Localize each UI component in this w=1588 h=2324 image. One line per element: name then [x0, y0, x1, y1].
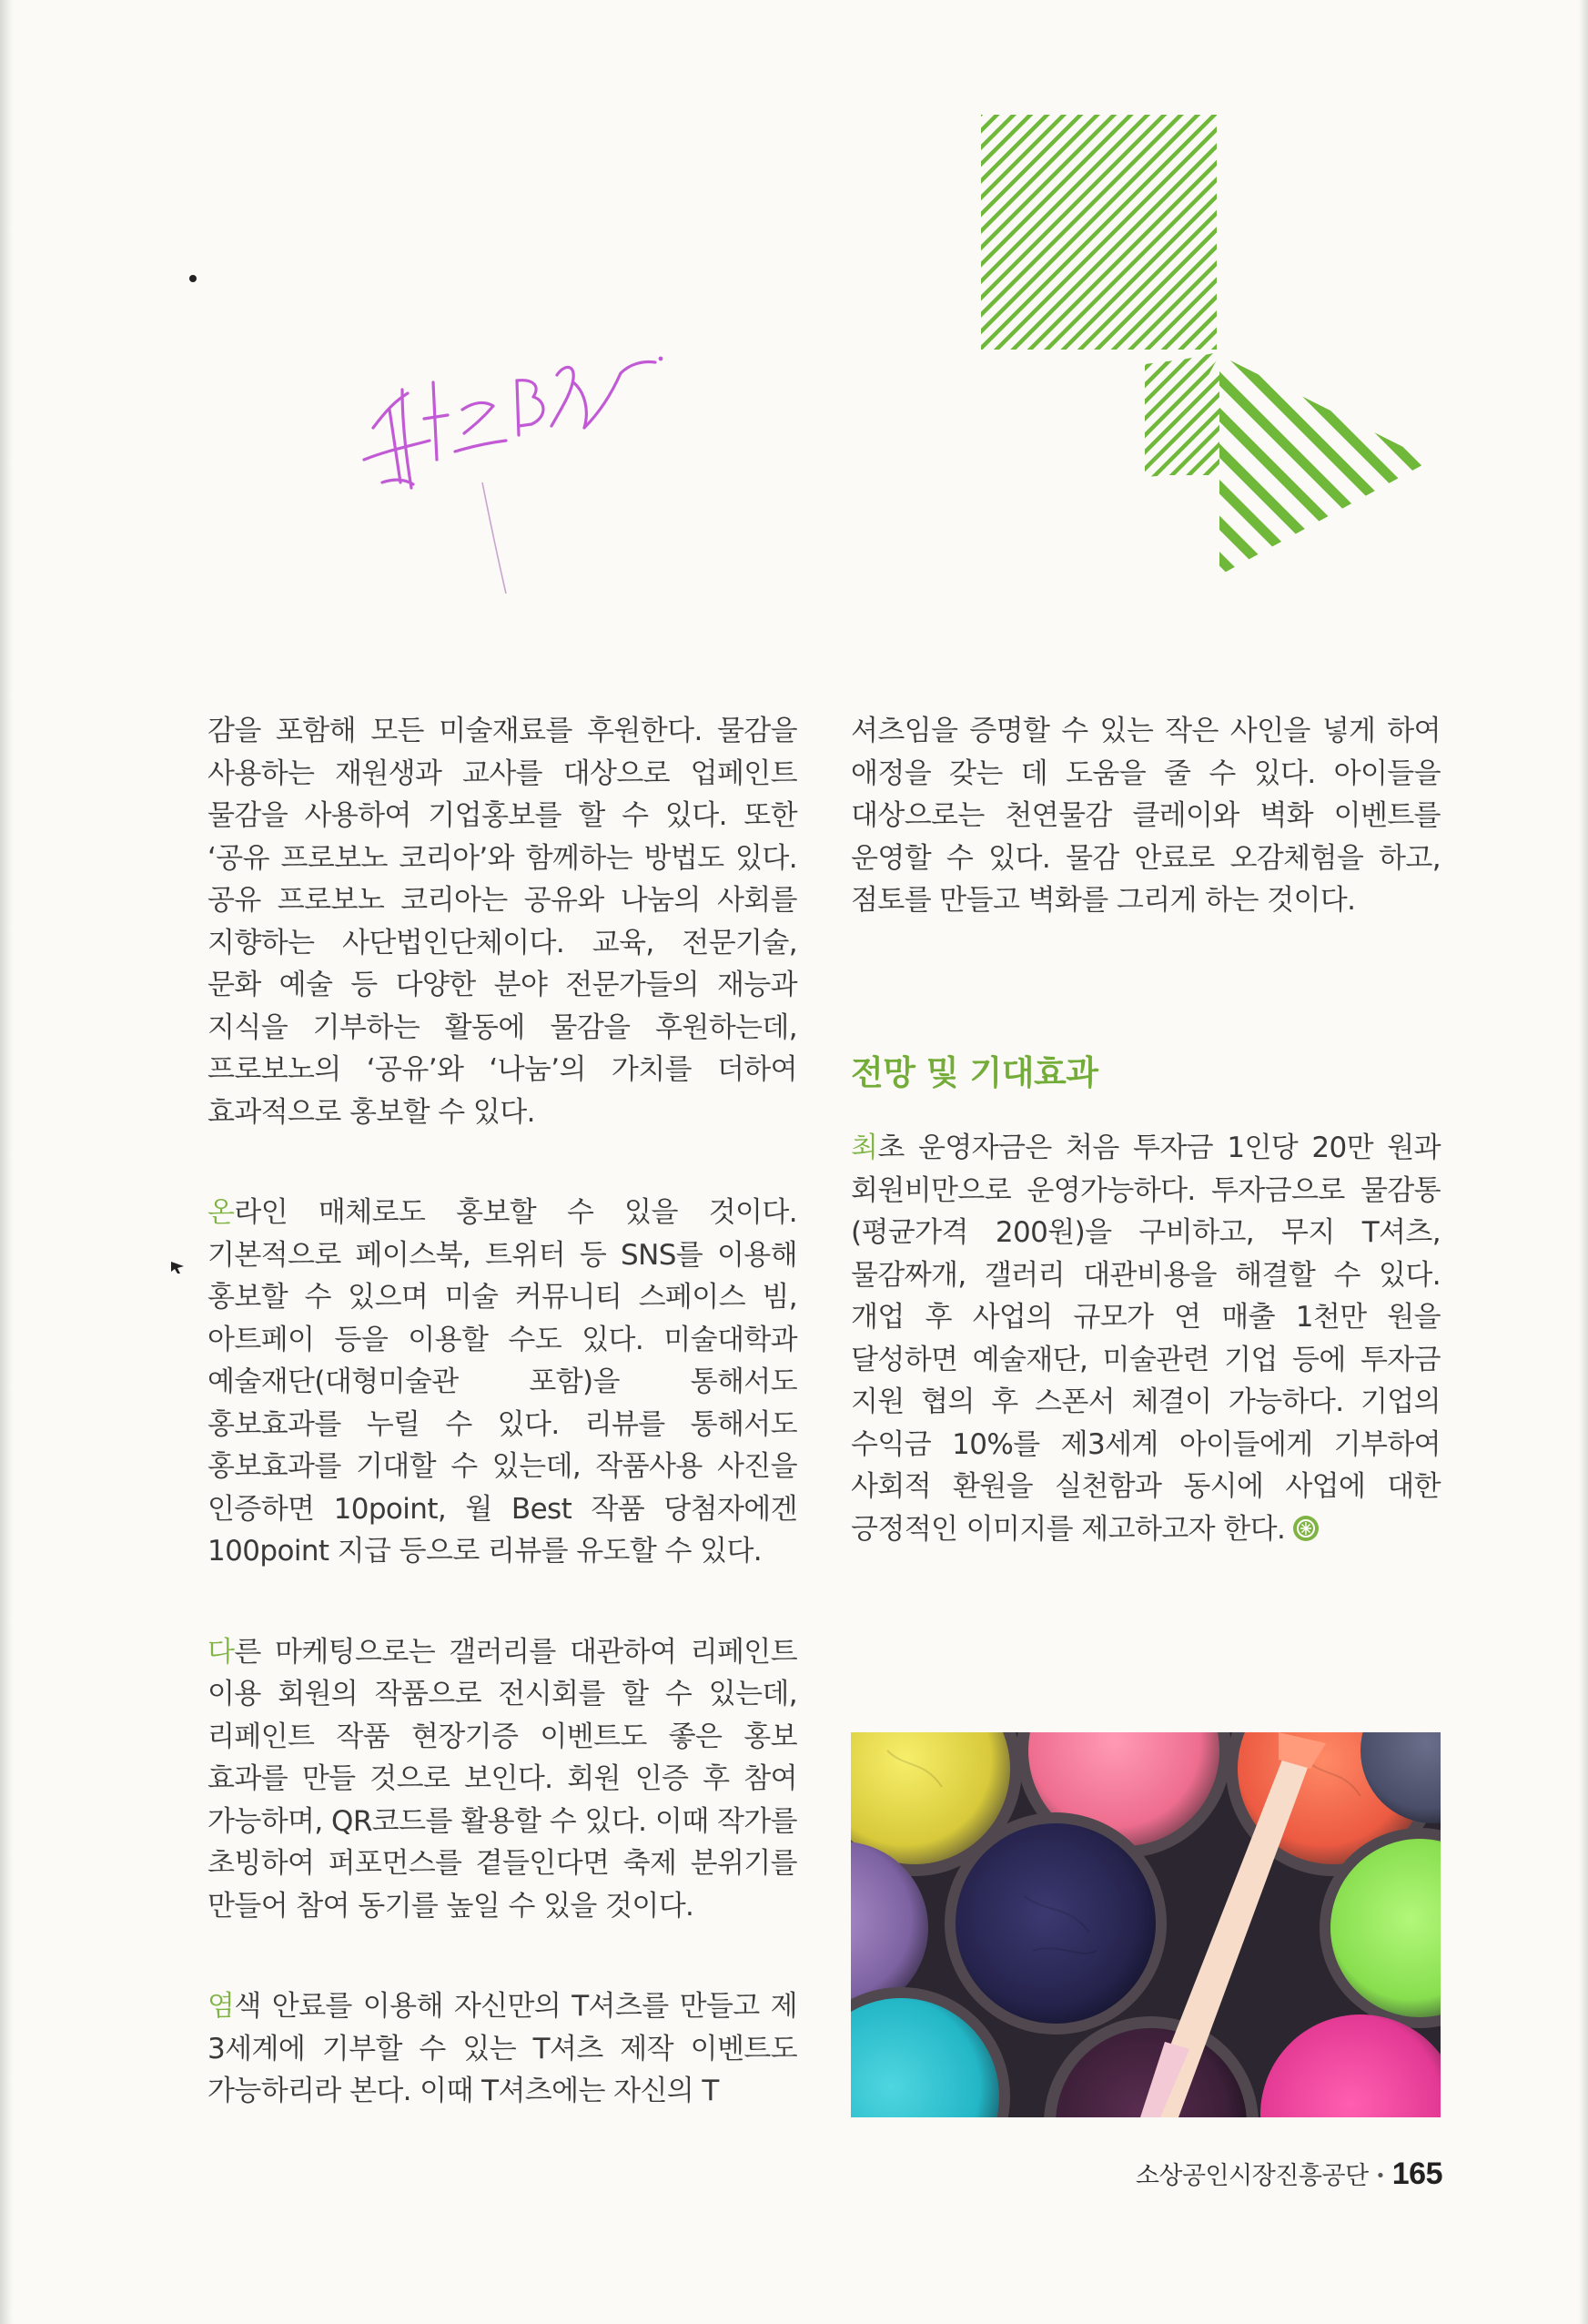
paragraph: [851, 1127, 1441, 1550]
section-heading: 전망 및 기대효과: [851, 1053, 1098, 1092]
left-text-column: [207, 710, 797, 2113]
section-body: [851, 1127, 1441, 1550]
paragraph-continuation: 셔츠임을 증명할 수 있는 작은 사인을 넣게 하여 애정을 갖는 데 도움을 줄 수 있다. 아이들을 대상으로는 천연물감 클레이와 벽화 이벤트를 운영할 수 있다. 물감 안료로 오감체험을 하고, 점토를 만들고 벽화를 그리게 하는 것이다.: [851, 715, 1441, 917]
scan-shadow-left: [0, 0, 13, 2324]
footer-bullet: •: [1375, 2167, 1385, 2186]
paragraph: [207, 1985, 797, 2113]
right-text-column: [851, 710, 1441, 922]
paragraph-initial: 온: [207, 1196, 235, 1229]
paragraph-initial: 최: [851, 1132, 878, 1164]
striped-triangle-decoration: [981, 111, 1436, 584]
paint-pots-illustration: [851, 1732, 1441, 2117]
page-footer: [1136, 2156, 1442, 2192]
footer-organization: 소상공인시장진흥공단: [1135, 2162, 1369, 2190]
ink-dot: [189, 275, 197, 282]
page-number: 165: [1391, 2157, 1442, 2191]
paragraph-initial: 염: [207, 1990, 235, 2023]
scan-shadow-right: [1579, 0, 1588, 2324]
paragraph-text: 른 마케팅으로는 갤러리를 대관하여 리페인트 이용 회원의 작품으로 전시회를 할 수 있는데, 리페인트 작품 현장기증 이벤트도 좋은 홍보 효과를 만들 것으로 보인다. 회원 인증 후 참여 가능하며, QR코드를 활용할 수 있다. 이때 작가를 초빙하여 퍼포먼스를 곁들인다면 축제 분위기를 만들어 참여 동기를 높일 수 있을 것이다.: [207, 1635, 797, 1923]
paint-pots-photo: [851, 1732, 1441, 2117]
hand-pointer-mark: [169, 1260, 186, 1274]
handwritten-signature: [346, 273, 673, 619]
paragraph-initial: 다: [207, 1635, 235, 1669]
paragraph: [207, 1192, 797, 1573]
paragraph: [207, 710, 797, 1133]
paragraph-text: 초 운영자금은 처음 투자금 1인당 20만 원과 회원비만으로 운영가능하다. 투자금으로 물감통(평균가격 200원)을 구비하고, 무지 T셔츠, 물감짜개, 갤러리 대관비용을 해결할 수 있다. 개업 후 사업의 규모가 연 매출 1천만 원을 달성하면 예술재단, 미술관련 기업 등에 투자금 지원 협의 후 스폰서 체결이 가능하다. 기업의 수익금 10%를 제3세계 아이들에게 기부하여 사회적 환원을 실천함과 동시에 사업에 대한 긍정적인 이미지를 제고하고자 한다.: [851, 1132, 1441, 1546]
leaf-end-icon: [1292, 1515, 1320, 1542]
paragraph-text: 색 안료를 이용해 자신만의 T셔츠를 만들고 제 3세계에 기부할 수 있는 T셔츠 제작 이벤트도 가능하리라 본다. 이때 T셔츠에는 자신의 T: [207, 1990, 797, 2107]
paragraph-text: 라인 매체로도 홍보할 수 있을 것이다. 기본적으로 페이스북, 트위터 등 SNS를 이용해 홍보할 수 있으며 미술 커뮤니티 스페이스 빔, 아트페이 등을 이용할 수도 있다. 미술대학과 예술재단(대형미술관 포함)을 통해서도 홍보효과를 누릴 수 있다. 리뷰를 통해서도 홍보효과를 기대할 수 있는데, 작품사용 사진을 인증하면 10point, 월 Best 작품 당첨자에겐 100point 지급 등으로 리뷰를 유도할 수 있다.: [207, 1196, 797, 1568]
paragraph-text: 감을 포함해 모든 미술재료를 후원한다. 물감을 사용하는 재원생과 교사를 대상으로 업페인트 물감을 사용하여 기업홍보를 할 수 있다. 또한 ‘공유 프로보노 코리아’와 함께하는 방법도 있다. 공유 프로보노 코리아는 공유와 나눔의 사회를 지향하는 사단법인단체이다. 교육, 전문기술, 문화 예술 등 다양한 분야 전문가들의 재능과 지식을 기부하는 활동에 물감을 후원하는데, 프로보노의 ‘공유’와 ‘나눔’의 가치를 더하여 효과적으로 홍보할 수 있다.: [207, 715, 797, 1129]
paragraph: [207, 1631, 797, 1928]
